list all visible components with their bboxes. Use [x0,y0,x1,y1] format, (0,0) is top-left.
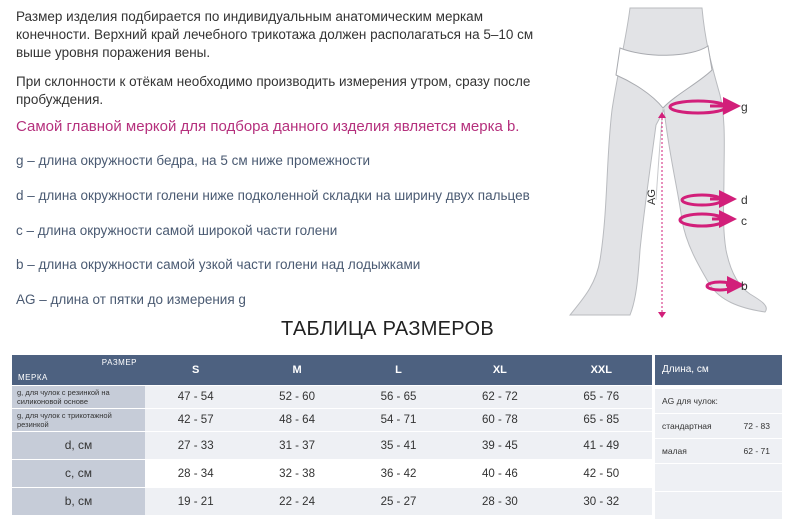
row-label-g-silicone: g, для чулок с резинкой на силиконовой основе [12,386,145,408]
row-label-g-knit: g, для чулок с трикотажной резинкой [12,409,145,431]
table-cell: 28 - 34 [145,460,246,487]
table-cell: 25 - 27 [348,488,449,515]
table-corner-header [12,355,145,385]
table-cell: 36 - 42 [348,460,449,487]
body-silhouette [570,8,766,315]
label-g: g [741,100,748,114]
table-cell: 30 - 32 [551,488,652,515]
table-cell: 42 - 50 [551,460,652,487]
measure-ag: AG – длина от пятки до измерения g [16,292,246,307]
length-empty-row [655,492,782,519]
size-header-xl: XL [449,355,550,385]
table-cell: 56 - 65 [348,386,449,408]
table-cell: 40 - 46 [449,460,550,487]
standard-value: 72 - 83 [743,421,770,431]
row-label-d: d, см [12,432,145,459]
table-cell: 42 - 57 [145,409,246,431]
table-cell: 60 - 78 [449,409,550,431]
row-label-c: c, см [12,460,145,487]
table-row [12,386,652,408]
table-cell: 22 - 24 [246,488,347,515]
size-header-xxl: XXL [551,355,652,385]
row-label-b: b, см [12,488,145,515]
intro-paragraph-2: При склонности к отёкам необходимо производить измерения утром, сразу после пробуждения. [16,74,531,107]
short-value: 62 - 71 [743,446,770,456]
standard-label: стандартная [662,421,712,431]
short-label: малая [662,446,687,456]
table-cell: 65 - 76 [551,386,652,408]
table-cell: 32 - 38 [246,460,347,487]
length-empty-row [655,464,782,491]
size-table-title: ТАБЛИЦА РАЗМЕРОВ [281,318,495,340]
size-header-m: M [246,355,347,385]
table-cell: 39 - 45 [449,432,550,459]
measure-b: b – длина окружности самой узкой части голени над лодыжками [16,257,421,272]
intro-paragraph-1: Размер изделия подбирается по индивидуальным анатомическим меркам конечности. Верхний край лечебного трикотажа должен располагаться на 5–10 см выше уровня поражения вены. [16,9,534,60]
table-cell: 27 - 33 [145,432,246,459]
size-header-l: L [348,355,449,385]
table-cell: 52 - 60 [246,386,347,408]
ag-stockings-label: AG для чулок: [662,396,718,406]
table-cell: 31 - 37 [246,432,347,459]
measure-d: d – длина окружности голени ниже подколенной складки на ширину двух пальцев [16,188,530,203]
length-ag-label [655,389,782,413]
main-measure-note: Самой главной меркой для подбора данного изделия является мерка b. [16,118,520,135]
label-d: d [741,193,748,207]
table-cell: 35 - 41 [348,432,449,459]
length-table [655,355,782,520]
table-cell: 48 - 64 [246,409,347,431]
label-ag: AG [646,189,658,205]
leg-measurement-figure [560,0,795,322]
table-row [12,409,652,431]
size-header-s: S [145,355,246,385]
intro-text [16,8,556,120]
corner-measure-label: МЕРКА [18,373,48,382]
length-standard-row [655,414,782,438]
size-table [12,354,652,516]
table-cell: 65 - 85 [551,409,652,431]
corner-size-label: РАЗМЕР [101,358,137,367]
table-row [12,460,652,487]
measure-g: g – длина окружности бедра, на 5 см ниже промежности [16,153,371,168]
table-row [12,488,652,515]
table-cell: 41 - 49 [551,432,652,459]
table-row [12,432,652,459]
table-cell: 62 - 72 [449,386,550,408]
table-cell: 19 - 21 [145,488,246,515]
table-cell: 47 - 54 [145,386,246,408]
measure-c: c – длина окружности самой широкой части голени [16,223,338,238]
label-b: b [741,279,748,293]
length-short-row [655,439,782,463]
label-c: c [741,214,747,228]
table-cell: 28 - 30 [449,488,550,515]
length-header: Длина, см [655,355,782,385]
table-cell: 54 - 71 [348,409,449,431]
